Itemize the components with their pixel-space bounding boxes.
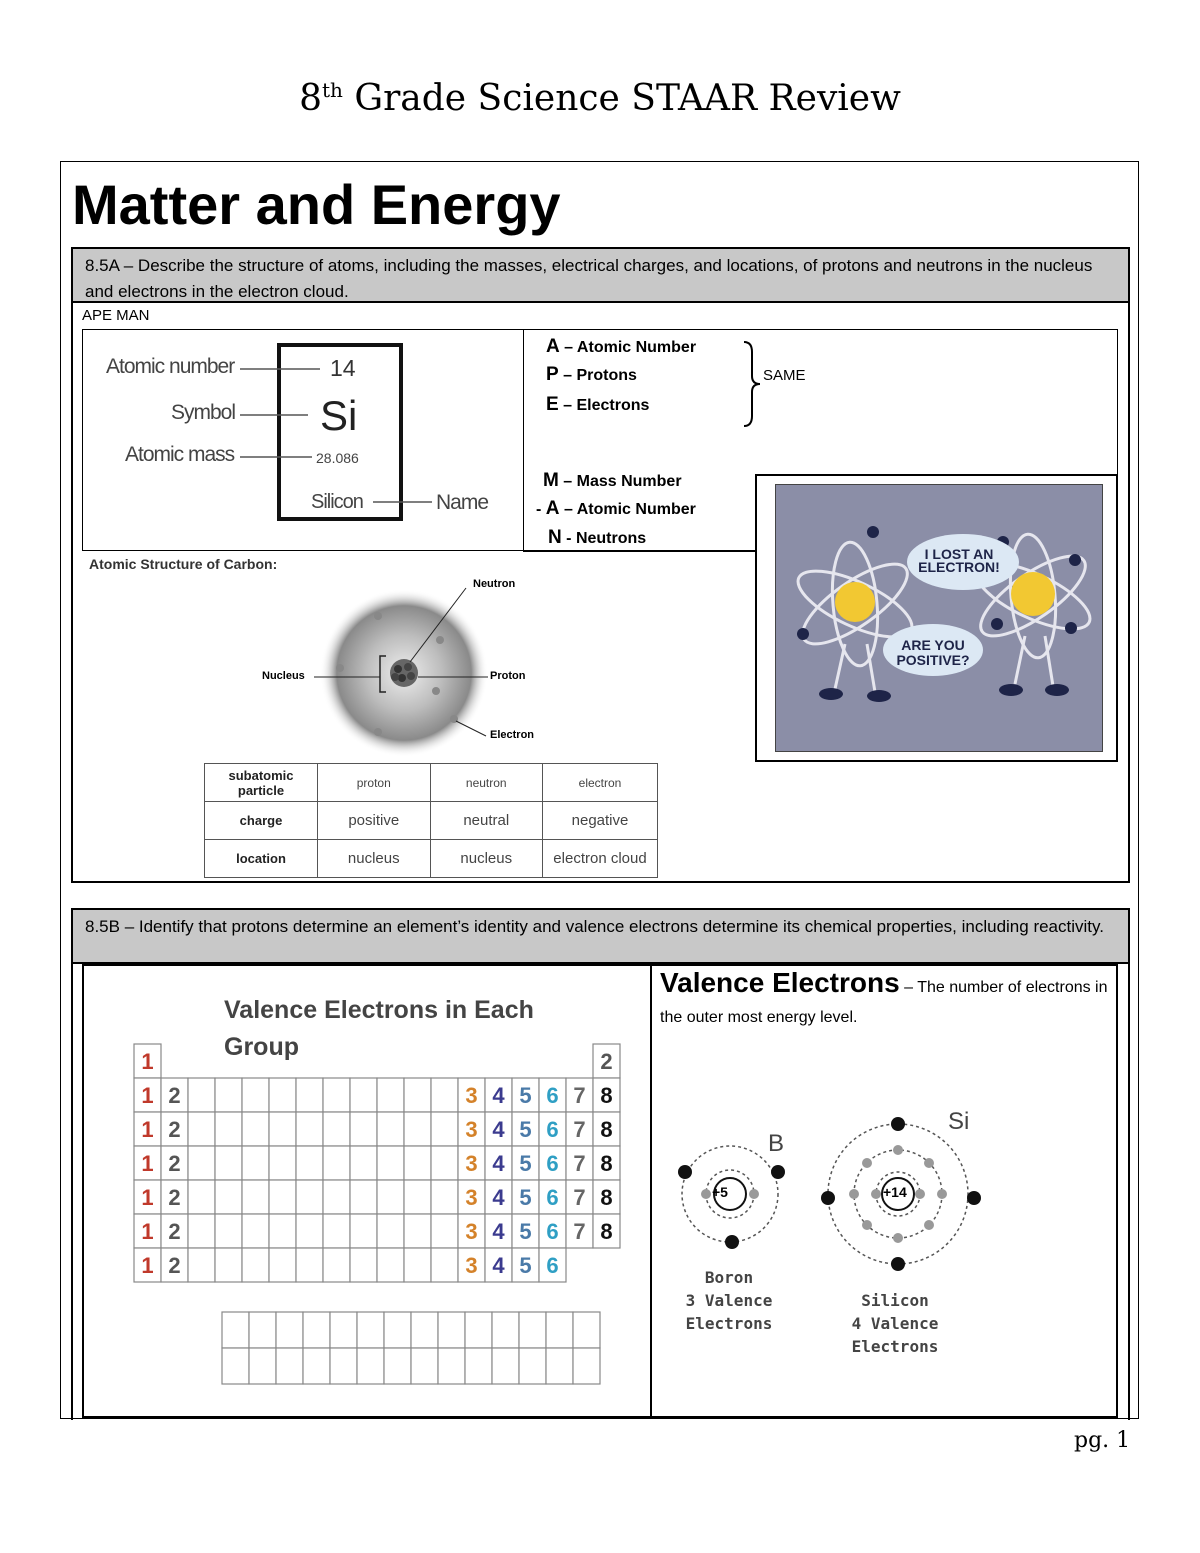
periodic-cell [431,1112,458,1146]
brace-icon [742,340,764,428]
table-row [205,840,658,878]
periodic-cell [188,1078,215,1112]
periodic-cell [269,1180,296,1214]
valence-number: 7 [573,1219,586,1244]
valence-periodic-table [130,1040,630,1390]
subatomic-table [204,763,658,878]
valence-number: 4 [492,1253,505,1278]
valence-number: 4 [492,1117,505,1142]
periodic-cell [242,1146,269,1180]
periodic-cell [269,1248,296,1282]
valence-number: 8 [600,1219,613,1244]
f-block-cell [438,1312,465,1348]
table-cell: neutron [430,764,543,802]
valence-number: 2 [168,1185,181,1210]
valence-number: 7 [573,1083,586,1108]
f-block-cell [492,1348,519,1384]
legend-minus-a: - A – Atomic Number [536,498,696,519]
valence-number: 3 [465,1117,478,1142]
f-block-cell [330,1348,357,1384]
valence-number: 1 [141,1219,154,1244]
periodic-cell [269,1112,296,1146]
table-row [205,764,658,802]
periodic-cell [188,1146,215,1180]
periodic-cell [431,1180,458,1214]
atomic-mass: 28.086 [316,450,359,466]
f-block-cell [384,1348,411,1384]
valence-number: 3 [465,1083,478,1108]
periodic-cell [188,1214,215,1248]
valence-number: 2 [600,1049,613,1074]
valence-number: 5 [519,1185,532,1210]
periodic-cell [323,1146,350,1180]
valence-number: 5 [519,1083,532,1108]
legend-a: A – Atomic Number [546,336,697,357]
valence-number: 4 [492,1185,505,1210]
f-block-cell [465,1312,492,1348]
valence-number: 6 [546,1117,559,1142]
table-cell: charge [205,802,318,840]
valence-number: 5 [519,1219,532,1244]
periodic-cell [377,1146,404,1180]
periodic-cell [350,1146,377,1180]
periodic-cell [215,1180,242,1214]
valence-number: 6 [546,1151,559,1176]
periodic-cell [404,1146,431,1180]
same-label: SAME [763,367,806,384]
f-block-cell [519,1348,546,1384]
valence-number: 4 [492,1151,505,1176]
table-cell: negative [543,802,658,840]
periodic-cell [269,1214,296,1248]
periodic-cell [242,1248,269,1282]
valence-number: 2 [168,1219,181,1244]
valence-number: 2 [168,1083,181,1108]
page-number: pg. 1 [1074,1428,1131,1453]
periodic-cell [431,1146,458,1180]
element-symbol: Si [320,392,358,439]
f-block-cell [384,1312,411,1348]
valence-number: 1 [141,1185,154,1210]
boron-nucleus: +5 [712,1184,728,1200]
atomic-number: 14 [330,355,356,381]
periodic-cell [296,1180,323,1214]
periodic-cell [215,1248,242,1282]
periodic-cell [350,1112,377,1146]
f-block-cell [465,1348,492,1384]
valence-number: 7 [573,1185,586,1210]
periodic-cell [404,1214,431,1248]
periodic-cell [431,1078,458,1112]
proton-label: Proton [490,670,526,682]
atomic-mass-label: Atomic mass [125,443,235,466]
f-block-cell [357,1348,384,1384]
periodic-cell [404,1078,431,1112]
valence-number: 3 [465,1185,478,1210]
f-block-cell [573,1312,600,1348]
f-block-cell [438,1348,465,1384]
f-block-cell [546,1348,573,1384]
f-block-cell [276,1312,303,1348]
periodic-cell [404,1180,431,1214]
silicon-symbol: Si [948,1108,970,1135]
electron-label: Electron [490,729,535,741]
valence-table-title: Valence Electrons in Each Group [224,996,534,1061]
periodic-cell [377,1112,404,1146]
table-cell: electron [543,764,658,802]
mnemonic: APE MAN [82,307,150,324]
valence-number: 1 [141,1253,154,1278]
periodic-cell [296,1248,323,1282]
periodic-cell [350,1248,377,1282]
periodic-cell [296,1112,323,1146]
silicon-caption: Silicon 4 Valence Electrons [851,1291,939,1356]
silicon-nucleus: +14 [883,1184,907,1200]
boron-symbol: B [768,1130,785,1157]
legend-box-bottom [523,550,755,552]
periodic-cell [431,1248,458,1282]
valence-number: 3 [465,1151,478,1176]
valence-number: 7 [573,1151,586,1176]
periodic-cell [350,1214,377,1248]
table-cell: location [205,840,318,878]
periodic-cell [296,1078,323,1112]
f-block-cell [303,1312,330,1348]
periodic-cell [323,1112,350,1146]
periodic-cell [323,1248,350,1282]
periodic-cell [377,1078,404,1112]
f-block-cell [222,1312,249,1348]
periodic-cell [269,1146,296,1180]
periodic-cell [215,1112,242,1146]
f-block-cell [249,1348,276,1384]
f-block-cell [492,1312,519,1348]
table-cell: nucleus [318,840,431,878]
periodic-cell [296,1214,323,1248]
atomic-number-label: Atomic number [106,355,235,378]
periodic-cell [431,1214,458,1248]
periodic-cell [350,1180,377,1214]
valence-number: 8 [600,1117,613,1142]
f-block-cell [519,1312,546,1348]
neutron-label: Neutron [473,578,516,590]
legend-m: M – Mass Number [543,470,682,491]
table-cell: proton [318,764,431,802]
valence-number: 4 [492,1219,505,1244]
table-row [205,802,658,840]
f-block-cell [573,1348,600,1384]
valence-number: 6 [546,1253,559,1278]
periodic-cell [215,1078,242,1112]
f-block-cell [330,1312,357,1348]
table-cell: nucleus [430,840,543,878]
teks-8-5a-header: 8.5A – Describe the structure of atoms, including the masses, electrical charges, and locations, of protons and neutrons in the nucleus and electrons in the electron cloud. [71,247,1130,303]
periodic-cell [296,1146,323,1180]
valence-number: 5 [519,1117,532,1142]
nucleus-label: Nucleus [262,670,305,682]
valence-number: 1 [141,1117,154,1142]
table-cell: neutral [430,802,543,840]
legend-p: P – Protons [546,364,637,385]
periodic-cell [242,1078,269,1112]
valence-number: 1 [141,1049,154,1074]
periodic-cell [188,1112,215,1146]
table-cell: subatomic particle [205,764,318,802]
valence-number: 2 [168,1151,181,1176]
name-label: Name [436,491,489,514]
valence-number: 4 [492,1083,505,1108]
valence-number: 8 [600,1185,613,1210]
periodic-cell [404,1112,431,1146]
valence-number: 2 [168,1117,181,1142]
periodic-cell [323,1180,350,1214]
periodic-cell [188,1180,215,1214]
legend-n: N - Neutrons [548,527,647,548]
periodic-cell [215,1214,242,1248]
periodic-cell [269,1078,296,1112]
valence-number: 7 [573,1117,586,1142]
periodic-cell [242,1214,269,1248]
valence-number: 1 [141,1151,154,1176]
valence-number: 6 [546,1219,559,1244]
teks-8-5b-header: 8.5B – Identify that protons determine an element’s identity and valence electrons determine its chemical properties, including reactivity. [71,908,1130,964]
valence-number: 5 [519,1253,532,1278]
f-block-cell [546,1312,573,1348]
valence-number: 6 [546,1185,559,1210]
valence-number: 5 [519,1151,532,1176]
periodic-cell [377,1180,404,1214]
valence-number: 3 [465,1219,478,1244]
f-block-cell [303,1348,330,1384]
f-block-cell [222,1348,249,1384]
table-cell: positive [318,802,431,840]
legend-e: E – Electrons [546,394,650,415]
periodic-cell [377,1248,404,1282]
periodic-cell [377,1214,404,1248]
f-block-cell [249,1312,276,1348]
table-cell: electron cloud [543,840,658,878]
valence-number: 2 [168,1253,181,1278]
section-title: Matter and Energy [72,173,561,236]
element-name: Silicon [311,491,363,513]
valence-definition: Valence Electrons – The number of electrons in the outer most energy level. [660,967,1108,1026]
periodic-cell [404,1248,431,1282]
valence-number: 6 [546,1083,559,1108]
periodic-cell [323,1078,350,1112]
periodic-cell [242,1112,269,1146]
periodic-cell [215,1146,242,1180]
periodic-cell [350,1078,377,1112]
f-block-cell [357,1312,384,1348]
periodic-cell [188,1248,215,1282]
periodic-cell [242,1180,269,1214]
boron-caption: Boron 3 Valence Electrons [685,1268,773,1333]
carbon-title: Atomic Structure of Carbon: [89,556,278,572]
valence-number: 3 [465,1253,478,1278]
valence-number: 8 [600,1151,613,1176]
cartoon-bubble-1: I LOST AN ELECTRON! [918,546,1000,575]
symbol-label: Symbol [171,401,236,424]
cartoon-atoms-image [775,484,1103,752]
cartoon-bubble-2: ARE YOU POSITIVE? [896,637,970,668]
f-block-cell [276,1348,303,1384]
f-block-cell [411,1312,438,1348]
valence-number: 8 [600,1083,613,1108]
valence-number: 1 [141,1083,154,1108]
page-title: 8th Grade Science STAAR Review [299,78,901,119]
f-block-cell [411,1348,438,1384]
periodic-cell [323,1214,350,1248]
bohr-diagrams [670,1110,990,1290]
